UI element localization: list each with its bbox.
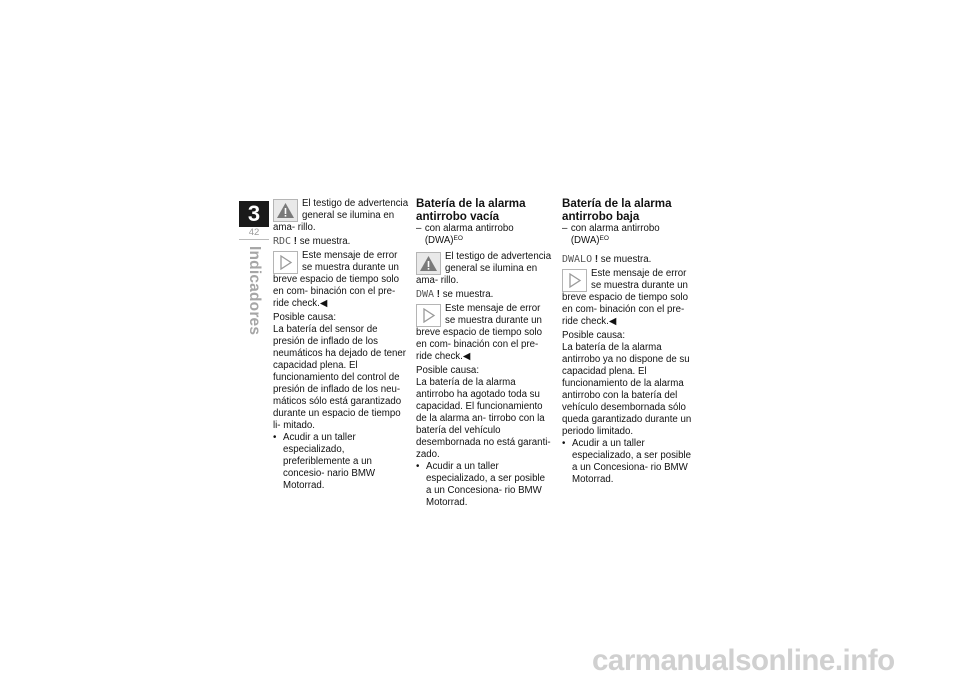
cause-label: Posible causa:: [416, 365, 480, 376]
chapter-title: Indicadores: [246, 246, 263, 336]
condition-text: con alarma antirrobo (DWA): [570, 223, 660, 246]
display-suffix: se muestra.: [442, 289, 494, 300]
info-paragraph: [416, 303, 552, 363]
info-play-icon: [416, 304, 441, 327]
column-dwa-empty: [416, 198, 552, 509]
watermark: carmanualsonline.info: [592, 644, 895, 677]
warning-text: El testigo de advertencia general se ilumina en ama- rillo.: [273, 198, 409, 233]
action-bullet: • Acudir a un taller especializado, a ser posible a un Concesiona- rio BMW Motorrad.: [562, 438, 698, 486]
warning-triangle-icon: [273, 199, 298, 222]
info-play-icon: [562, 269, 587, 292]
cause-text: La batería de la alarma antirrobo ha agotado toda su capacidad. El funcionamiento de la alarma an- tirrobo con la batería del vehículo desembornada no está garanti- zado.: [416, 377, 551, 460]
section-condition: – con alarma antirrobo (DWA)$^{EO}$: [562, 223, 660, 246]
chapter-number: 3: [239, 201, 269, 227]
column-rdc: [273, 198, 409, 492]
display-suffix: se muestra.: [299, 236, 351, 247]
info-paragraph: [273, 250, 409, 310]
page-number: 42: [248, 227, 260, 238]
action-bullet: • Acudir a un taller especializado, preferiblemente a un concesio- nario BMW Motorrad.: [273, 432, 409, 492]
action-text: Acudir a un taller especializado, preferiblemente a un concesio- nario BMW Motorrad.: [283, 432, 376, 491]
warning-paragraph: [273, 198, 409, 234]
display-code: DWA: [416, 289, 435, 300]
condition-sup: EO: [453, 235, 463, 242]
action-bullet: • Acudir a un taller especializado, a ser posible a un Concesiona- rio BMW Motorrad.: [416, 461, 552, 509]
info-play-icon: [273, 251, 298, 274]
info-text: Este mensaje de error se muestra durante un breve espacio de tiempo solo en com- binación con el pre-ride check.◀: [273, 250, 400, 309]
info-text: Este mensaje de error se muestra durante un breve espacio de tiempo solo en com- binación con el pre-ride check.◀: [562, 268, 689, 327]
warning-triangle-icon: [416, 252, 441, 275]
section-heading: Batería de la alarma antirrobo baja: [562, 197, 672, 223]
warning-paragraph: [416, 251, 552, 287]
action-text: Acudir a un taller especializado, a ser posible a un Concesiona- rio BMW Motorrad.: [426, 461, 546, 508]
info-paragraph: [562, 268, 698, 328]
display-code: DWALO: [562, 254, 593, 265]
column-dwa-low: [562, 198, 698, 486]
condition-text: con alarma antirrobo (DWA): [424, 223, 514, 246]
display-message-line: [273, 236, 409, 248]
display-mark: !: [594, 254, 599, 265]
display-message-line: [562, 254, 698, 266]
tab-divider: [239, 239, 269, 240]
cause-label: Posible causa:: [562, 330, 626, 341]
chapter-title-vertical: [245, 246, 263, 335]
cause-text: La batería de la alarma antirrobo ya no dispone de su capacidad plena. El funcionamiento de la alarma antirrobo con la batería del vehículo desembornada sólo queda garantizado durante un periodo limitado.: [562, 342, 692, 437]
display-code: RDC: [273, 236, 292, 247]
action-text: Acudir a un taller especializado, a ser posible a un Concesiona- rio BMW Motorrad.: [572, 438, 692, 485]
display-message-line: [416, 289, 552, 301]
display-mark: !: [293, 236, 297, 247]
display-suffix: se muestra.: [600, 254, 652, 265]
section-heading: Batería de la alarma antirrobo vacía: [416, 197, 526, 223]
cause-label: Posible causa:: [273, 312, 337, 323]
condition-sup: EO: [599, 235, 609, 242]
warning-text: El testigo de advertencia general se ilumina en ama- rillo.: [416, 251, 552, 286]
display-mark: !: [436, 289, 440, 300]
cause-text: La batería del sensor de presión de inflado de los neumáticos ha dejado de tener capacidad plena. El funcionamiento del control de presión de inflado de los neu- máticos sólo está garantizado durante un espacio de tiempo li- mitado.: [273, 324, 407, 431]
section-condition: – con alarma antirrobo (DWA)$^{EO}$: [416, 223, 514, 246]
info-text: Este mensaje de error se muestra durante un breve espacio de tiempo solo en com- binación con el pre-ride check.◀: [416, 303, 543, 362]
